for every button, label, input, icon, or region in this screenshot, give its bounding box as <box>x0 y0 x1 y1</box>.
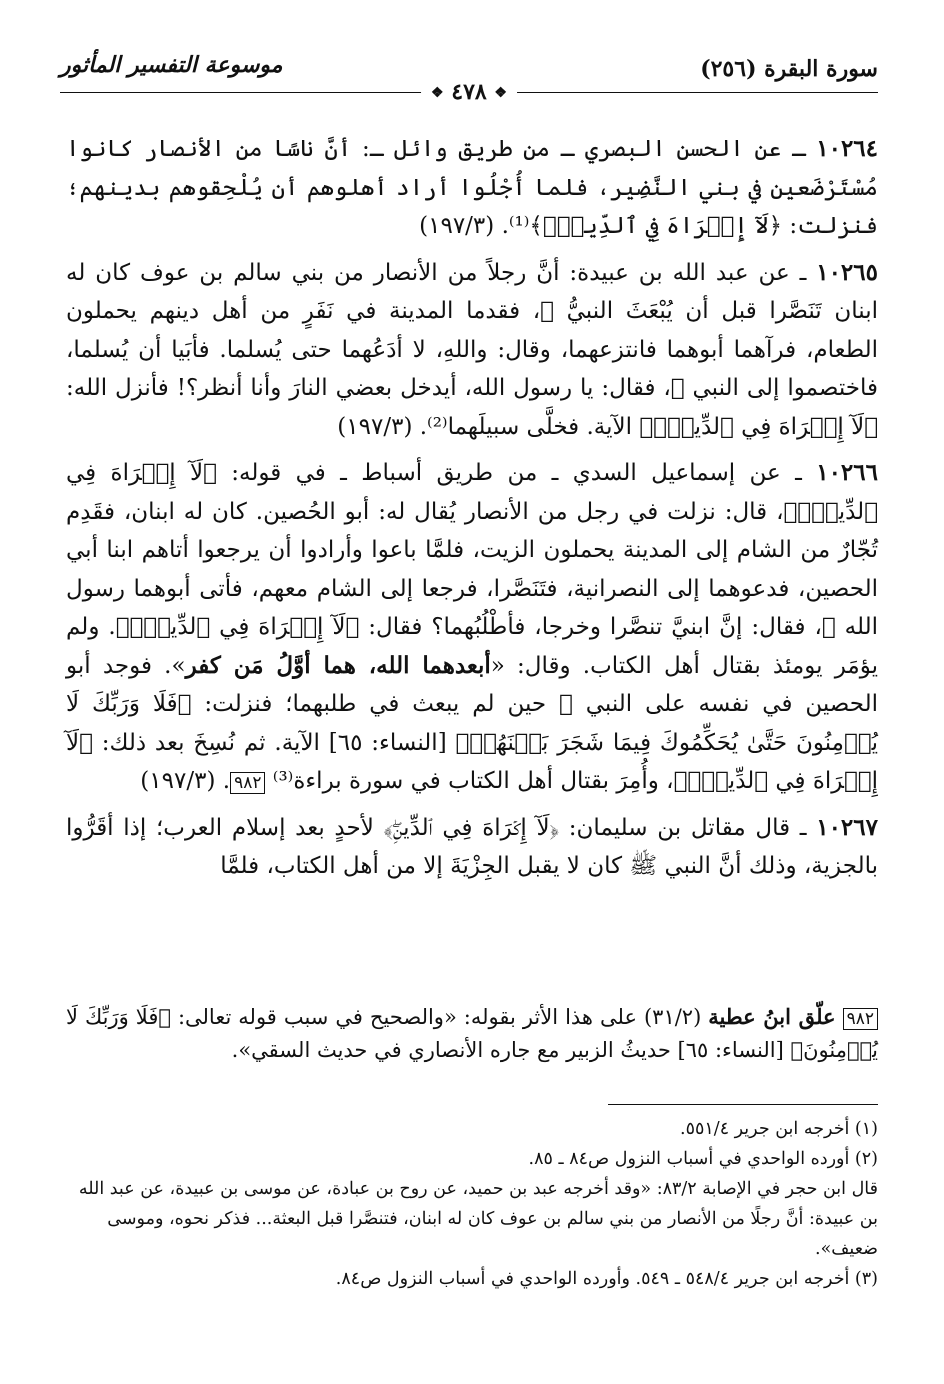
footnotes <box>66 1114 878 1294</box>
ornament-icon: ❖ <box>494 85 507 101</box>
main-text <box>66 130 878 894</box>
surah-title: سورة البقرة (٢٥٦) <box>700 56 878 82</box>
footnote-separator <box>608 1104 878 1105</box>
note-author: علّق ابنُ عطية <box>708 1004 836 1029</box>
ornament-icon: ❖ <box>431 85 444 101</box>
footnote: قال ابن حجر في الإصابة ٨٣/٢: «وقد أخرجه عبد بن حميد، عن روح بن عبادة، عن موسى بن عبيدة، عن عبد الله بن عبيدة: أنَّ رجلًا من الأنصار من بني سالم بن عوف كان له ابنان، فتنصَّرا قبل البعثة... فذكر نحوه، وموسى ضعيف». <box>78 1179 878 1259</box>
entry-text: ـ عن الحسن البصري ـ من طريق وائل ـ: أنَّ ناسًا من الأنصار كانوا مُسْتَرْضَعين في بني النَّضِير، فلما أُجْلُوا أراد أهلوهم أن يُلْحِقوهم بدينهم؛ فنزلت: ﴿لَآ إِكۡرَاهَ فِي ٱلدِّينِۖ﴾⁽¹⁾. (١٩٧/٣) <box>66 136 878 239</box>
entry-number: ١٠٢٦٥ <box>816 258 878 286</box>
footnote: (١) أخرجه ابن جرير ٥٥١/٤. <box>680 1119 878 1139</box>
note-text: (٣١/٢) على هذا الأثر بقوله: «والصحيح في سبب قوله تعالى: ﴿فَلَا وَرَبِّكَ لَا يُؤۡمِنُونَ﴾ [النساء: ٦٥] حديثُ الزبير مع جاره الأنصاري في حديث السقي». <box>66 1005 878 1062</box>
footnote: (٢) أورده الواحدي في أسباب النزول ص٨٤ ـ ٨٥. <box>528 1149 878 1169</box>
entry-10267 <box>66 809 878 886</box>
entry-10265 <box>66 254 878 447</box>
commentary-note <box>66 1000 878 1067</box>
entry-10264 <box>66 130 878 246</box>
entry-bold-quote: أبعدهما الله، هما أوَّلُ مَن كفر <box>185 651 491 679</box>
entry-ref: . (١٩٧/٣) <box>140 768 231 794</box>
page-number: ٤٧٨ <box>451 79 487 105</box>
entry-10266 <box>66 454 878 801</box>
entry-text: ـ قال مقاتل بن سليمان: ﴿لَآ إِكۡرَاهَ فِي ٱلدِّينِۖ﴾ لأحدٍ بعد إسلام العرب؛ إذا أقَرُّوا بالجزية، وذلك أنَّ النبي ﷺ كان لا يقبل الجِزْيَةَ إلا من أهل الكتاب، فلمَّا <box>66 814 878 879</box>
running-header <box>60 48 878 110</box>
page-number-block <box>421 80 517 105</box>
entry-number: ١٠٢٦٦ <box>816 459 878 486</box>
entry-text: ». فوجد أبو الحصين في نفسه على النبي ﷺ حين لم يبعث في طلبهما؛ فنزلت: ﴿فَلَا وَرَبِّكَ لَا يُؤۡمِنُونَ حَتَّىٰ يُحَكِّمُوكَ فِيمَا شَجَرَ بَيۡنَهُمۡ﴾ [النساء: ٦٥] الآية. ثم نُسِخَ بعد ذلك: ﴿لَآ إِكۡرَاهَ فِي ٱلدِّينِۖ﴾، وأُمِرَ بقتال أهل الكتاب في سورة براءة⁽³⁾ <box>66 652 878 794</box>
entry-number: ١٠٢٦٧ <box>816 813 878 841</box>
note-reference: ٩٨٢ <box>230 772 265 794</box>
note-reference: ٩٨٢ <box>843 1008 878 1030</box>
book-title: موسوعة التفسير المأثور <box>60 52 283 78</box>
entry-text: ـ عن إسماعيل السدي ـ من طريق أسباط ـ في قوله: ﴿لَآ إِكۡرَاهَ فِي ٱلدِّينِۖ﴾، قال: نزلت في رجل من الأنصار يُقال له: أبو الحُصين. كان له ابنان، فقَدِم تُجّارٌ من الشام إلى المدينة يحملون الزيت، فلمَّا باعوا وأرادوا أن يرجعوا أتاهم ابنا أبي الحصين، فدعوهما إلى النصرانية، فتَنَصَّرا، فرجعا إلى الشام معهم، فأتى أبوهما رسول الله ﷺ، فقال: إنَّ ابنيَّ تنصَّرا وخرجا، فأطْلُبُهما؟ فقال: ﴿لَآ إِكۡرَاهَ فِي ٱلدِّينِۖ﴾. ولم يؤمَر يومئذ بقتال أهل الكتاب. وقال: « <box>66 460 878 679</box>
entry-text: ـ عن عبد الله بن عبيدة: أنَّ رجلاً من الأنصار من بني سالم بن عوف كان له ابنان تَنَصَّرا قبل أن يُبْعَثَ النبيُّ ﷺ، فقدما المدينة في نَفَرٍ من أهل دينهم يحملون الطعام، فرآهما أبوهما فانتزعهما، وقال: واللهِ، لا أدَعُهما حتى يُسلما. فأبَيا أن يُسلما، فاختصموا إلى النبي ﷺ، فقال: يا رسول الله، أيدخل بعضي النارَ وأنا أنظر؟! فأنزل الله: ﴿لَآ إِكۡرَاهَ فِي ٱلدِّينِۖ﴾ الآية. فخلَّى سبيلَهما⁽²⁾. (١٩٧/٣) <box>66 259 878 440</box>
footnote: (٣) أخرجه ابن جرير ٥٤٨/٤ ـ ٥٤٩. وأورده الواحدي في أسباب النزول ص٨٤. <box>335 1269 878 1289</box>
entry-number: ١٠٢٦٤ <box>816 135 879 162</box>
